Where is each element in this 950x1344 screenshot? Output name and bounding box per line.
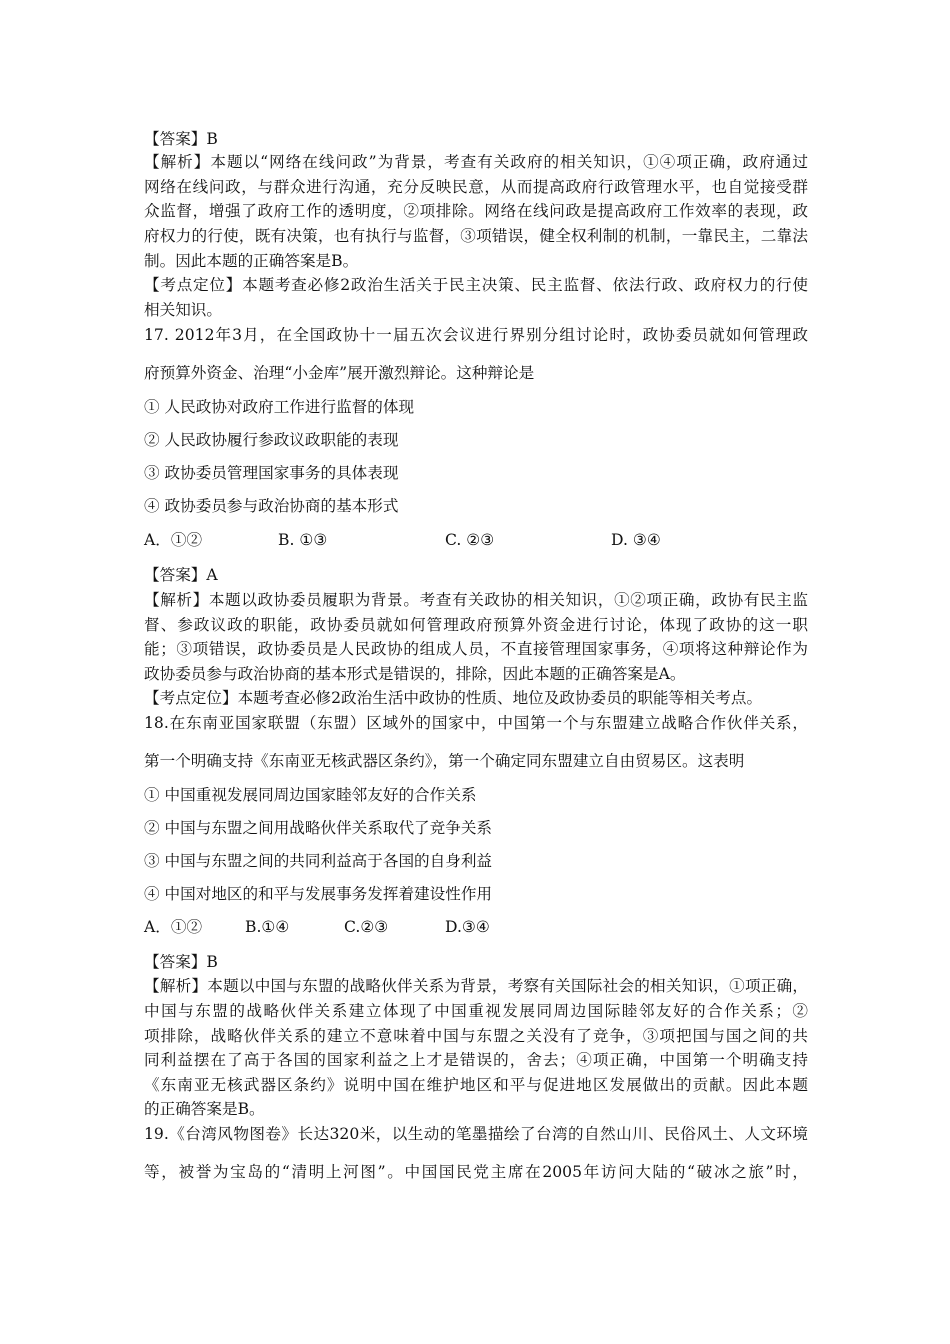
- text-line: 【答案】A: [144, 566, 218, 584]
- text-line: 能；③项错误，政协委员是人民政协的组成人员，不直接管理国家事务，④项将这种辩论作为: [144, 640, 808, 658]
- text-line: 【解析】本题以政协委员履职为背景。考查有关政协的相关知识，①②项正确，政协有民主监: [144, 591, 808, 609]
- text-line: ④ 政协委员参与政治协商的基本形式: [144, 497, 399, 515]
- text-line: 【答案】B: [144, 130, 218, 148]
- text-line: 18.在东南亚国家联盟（东盟）区域外的国家中，中国第一个与东盟建立战略合作伙伴关系，: [144, 714, 808, 732]
- text-line: ① 人民政协对政府工作进行监督的体现: [144, 398, 415, 416]
- text-line: 19.《台湾风物图卷》长达320米，以生动的笔墨描绘了台湾的自然山川、民俗风土、人文环境: [144, 1125, 808, 1143]
- text-line: 政协委员参与政治协商的基本形式是错误的，排除，因此本题的正确答案是A。: [144, 665, 686, 683]
- answer-option: B.①④: [245, 918, 290, 936]
- text-line: ③ 中国与东盟之间的共同利益高于各国的自身利益: [144, 852, 493, 870]
- text-line: 【答案】B: [144, 953, 218, 971]
- text-line: 府权力的行使，既有决策，也有执行与监督，③项错误，健全权利制的机制，一靠民主，二靠法: [144, 227, 808, 245]
- text-line: 【考点定位】本题考查必修2政治生活关于民主决策、民主监督、依法行政、政府权力的行使: [144, 276, 808, 294]
- answer-option: B. ①③: [278, 531, 328, 549]
- text-line: ② 人民政协履行参政议政职能的表现: [144, 431, 399, 449]
- text-line: 等，被誉为宝岛的“清明上河图”。中国国民党主席在2005年访问大陆的“破冰之旅”时，: [144, 1163, 808, 1181]
- text-line: ② 中国与东盟之间用战略伙伴关系取代了竞争关系: [144, 819, 493, 837]
- text-line: 同利益摆在了高于各国的国家利益之上才是错误的，舍去；④项正确，中国第一个明确支持: [144, 1051, 808, 1069]
- text-line: 【考点定位】本题考查必修2政治生活中政协的性质、地位及政协委员的职能等相关考点。: [144, 689, 763, 707]
- text-line: 府预算外资金、治理“小金库”展开激烈辩论。这种辩论是: [144, 364, 535, 382]
- answer-option: A．①②: [144, 918, 203, 936]
- text-line: 【解析】本题以“网络在线问政”为背景，考查有关政府的相关知识，①④项正确，政府通过: [144, 153, 808, 171]
- text-line: 《东南亚无核武器区条约》说明中国在维护地区和平与促进地区发展做出的贡献。因此本题: [144, 1076, 808, 1094]
- text-line: 中国与东盟的战略伙伴关系建立体现了中国重视发展同周边国际睦邻友好的合作关系；②: [144, 1002, 808, 1020]
- text-line: ④ 中国对地区的和平与发展事务发挥着建设性作用: [144, 885, 493, 903]
- text-line: 相关知识。: [144, 301, 222, 319]
- text-line: 的正确答案是B。: [144, 1100, 265, 1118]
- text-line: 网络在线问政，与群众进行沟通，充分反映民意，从而提高政府行政管理水平，也自觉接受群: [144, 178, 808, 196]
- text-line: 制。因此本题的正确答案是B。: [144, 252, 359, 270]
- text-line: 项排除，战略伙伴关系的建立不意味着中国与东盟之关没有了竞争，③项把国与国之间的共: [144, 1027, 808, 1045]
- text-line: 第一个明确支持《东南亚无核武器区条约》，第一个确定同东盟建立自由贸易区。这表明: [144, 752, 745, 770]
- text-line: ① 中国重视发展同周边国家睦邻友好的合作关系: [144, 786, 477, 804]
- text-line: 督、参政议政的职能，政协委员就如何管理政府预算外资金进行讨论，体现了政协的这一职: [144, 616, 808, 634]
- text-line: 众监督，增强了政府工作的透明度，②项排除。网络在线问政是提高政府工作效率的表现，政: [144, 202, 808, 220]
- answer-option: D. ③④: [611, 531, 661, 549]
- text-line: 17. 2012年3月，在全国政协十一届五次会议进行界别分组讨论时，政协委员就如何管理政: [144, 326, 808, 344]
- answer-option: D.③④: [445, 918, 490, 936]
- answer-option: C. ②③: [445, 531, 495, 549]
- text-line: 【解析】本题以中国与东盟的战略伙伴关系为背景，考察有关国际社会的相关知识，①项正确，: [144, 977, 808, 995]
- answer-option: C.②③: [344, 918, 389, 936]
- text-line: ③ 政协委员管理国家事务的具体表现: [144, 464, 399, 482]
- answer-option: A．①②: [144, 531, 203, 549]
